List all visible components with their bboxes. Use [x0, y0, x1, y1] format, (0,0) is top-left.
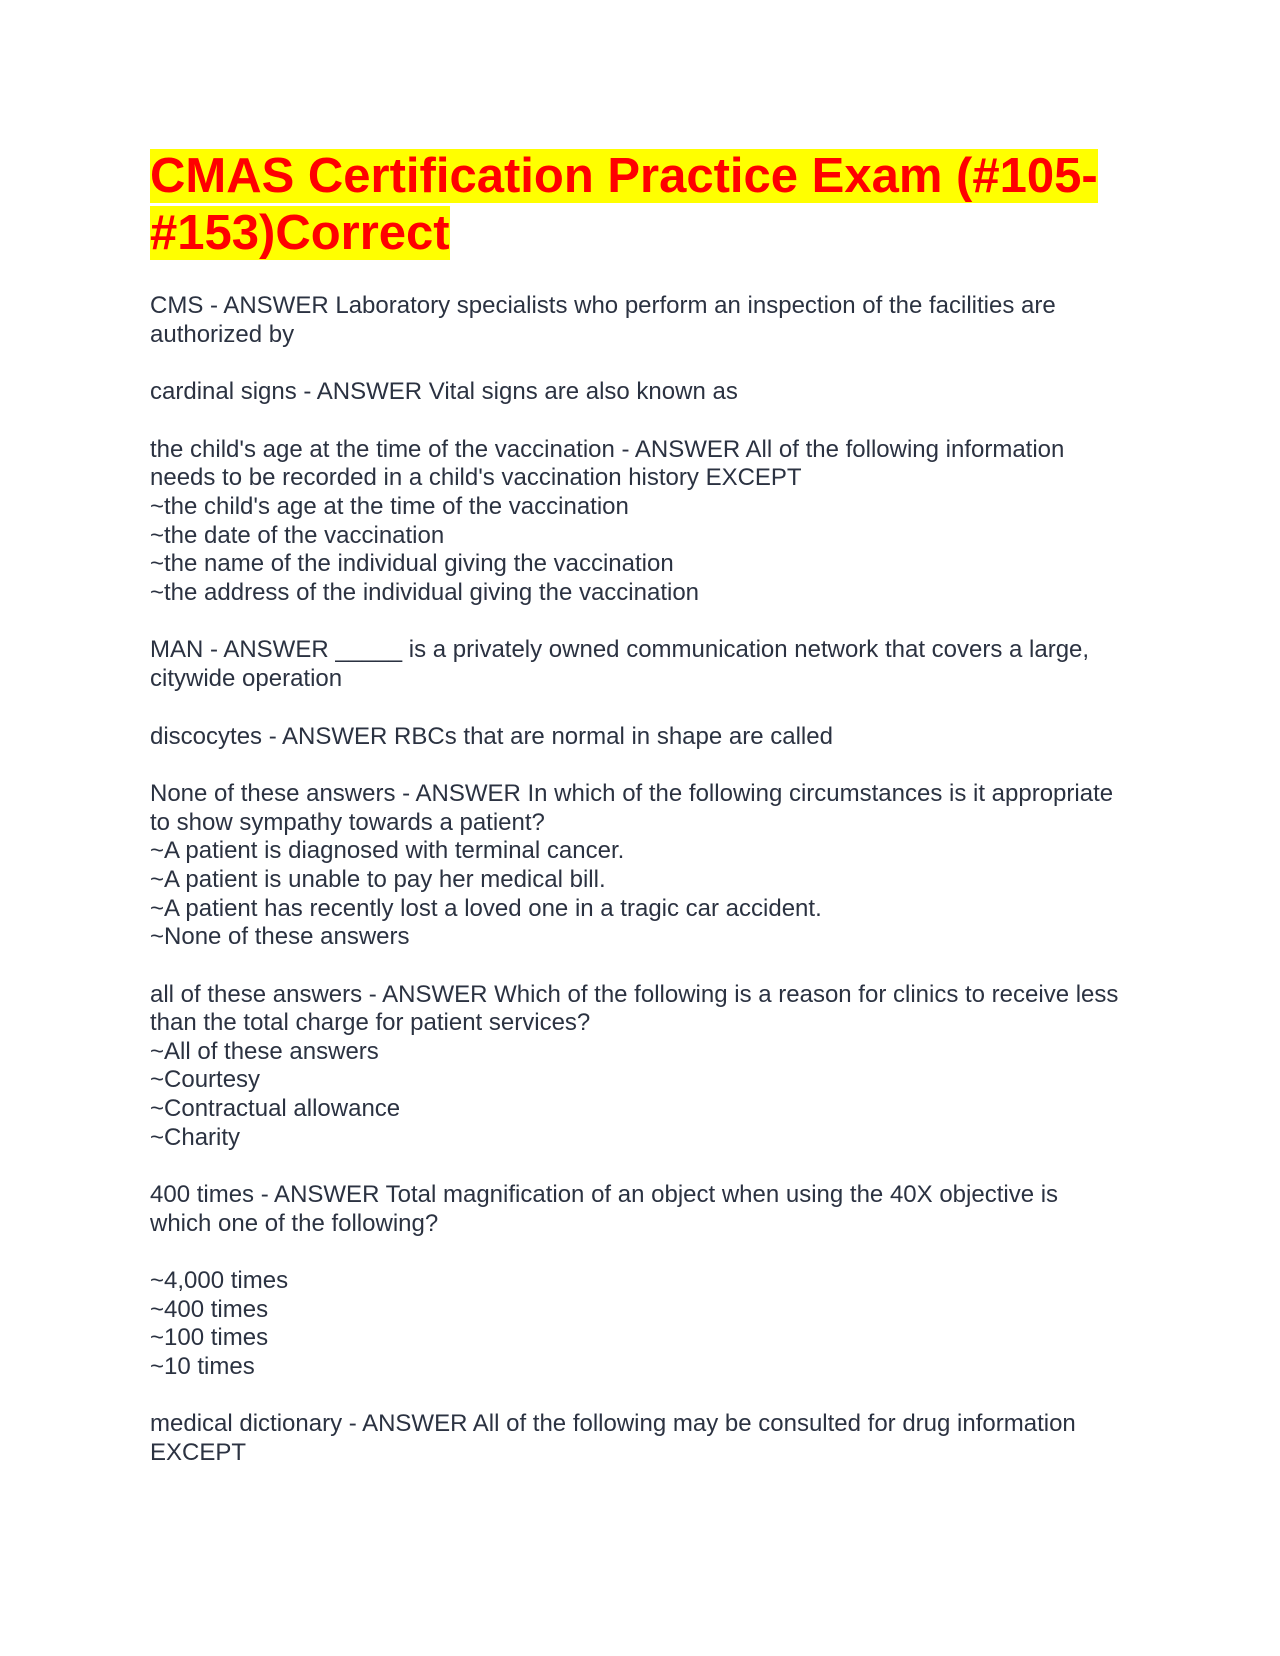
answer-option: ~400 times: [150, 1295, 269, 1323]
qa-entry: [150, 981, 1125, 1153]
answer-option: ~10 times: [150, 1352, 255, 1380]
answer-option: ~A patient is diagnosed with terminal cancer.: [150, 837, 625, 865]
qa-text: discocytes - ANSWER RBCs that are normal in shape are called: [150, 722, 833, 750]
answer-option: ~100 times: [150, 1324, 269, 1352]
qa-entry: [150, 1181, 1125, 1381]
qa-text: the child's age at the time of the vaccination - ANSWER All of the following information needs to be recorded in a child's vaccination history EXCEPT: [150, 435, 1072, 492]
answer-option: ~4,000 times: [150, 1267, 289, 1295]
qa-entry: [150, 1410, 1125, 1467]
answer-option: ~A patient is unable to pay her medical bill.: [150, 865, 606, 893]
answer-option: ~Charity: [150, 1123, 241, 1151]
qa-entry: [150, 436, 1125, 608]
answer-option: ~A patient has recently lost a loved one in a tragic car accident.: [150, 894, 822, 922]
qa-entry: [150, 780, 1125, 952]
answer-option: ~the date of the vaccination: [150, 521, 445, 549]
qa-text: CMS - ANSWER Laboratory specialists who perform an inspection of the facilities are authorized by: [150, 292, 1063, 348]
qa-text: cardinal signs - ANSWER Vital signs are also known as: [150, 378, 738, 406]
qa-text: 400 times - ANSWER Total magnification of an object when using the 40X objective is which one of the following?: [150, 1181, 1065, 1237]
qa-list: [150, 292, 1125, 1468]
blank-line: [150, 1238, 1125, 1267]
title-line-2: #153)Correct: [150, 206, 450, 260]
title-line-1: CMAS Certification Practice Exam (#105-: [150, 149, 1098, 203]
qa-text: all of these answers - ANSWER Which of the following is a reason for clinics to receive less than the total charge for patient services?: [150, 980, 1126, 1037]
answer-option: ~the name of the individual giving the vaccination: [150, 550, 674, 578]
qa-entry: [150, 723, 1125, 752]
answer-option: ~All of these answers: [150, 1037, 379, 1065]
qa-text: medical dictionary - ANSWER All of the following may be consulted for drug information EXCEPT: [150, 1410, 1083, 1466]
document-page: [150, 148, 1125, 1497]
qa-entry: [150, 636, 1125, 693]
answer-option: ~None of these answers: [150, 923, 410, 951]
qa-entry: [150, 292, 1125, 349]
qa-text: None of these answers - ANSWER In which of the following circumstances is it appropriate to show sympathy towards a patient?: [150, 780, 1120, 836]
document-title: [150, 148, 1125, 262]
answer-option: ~the address of the individual giving the vaccination: [150, 578, 700, 606]
answer-option: ~the child's age at the time of the vaccination: [150, 492, 629, 520]
qa-text: MAN - ANSWER _____ is a privately owned communication network that covers a large, citywide operation: [150, 636, 1096, 692]
qa-entry: [150, 378, 1125, 407]
answer-option: ~Courtesy: [150, 1066, 261, 1094]
answer-option: ~Contractual allowance: [150, 1095, 401, 1123]
